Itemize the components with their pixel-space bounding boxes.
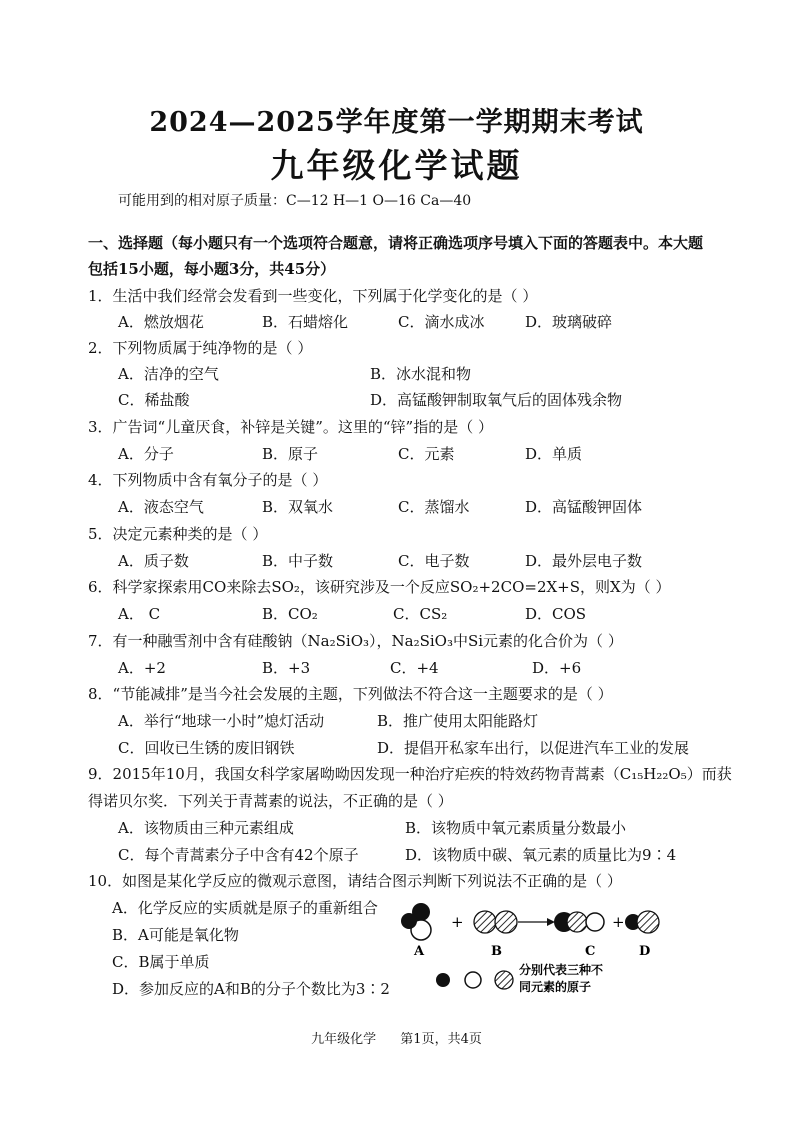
question-1-option-b: B．石蜡熔化 xyxy=(262,313,349,331)
question-7-option-c: C．+4 xyxy=(390,659,439,677)
question-3-option-c: C．元素 xyxy=(398,445,455,463)
plus-sign: + xyxy=(451,913,464,931)
section-heading: 一、选择题（每小题只有一个选项符合题意，请将正确选项序号填入下面的答题表中。本大题 xyxy=(88,234,704,252)
legend-text: 分别代表三种不 xyxy=(519,963,604,977)
question-3-stem: 3．广告词“儿童厌食，补锌是关键”。这里的“锌”指的是（ ） xyxy=(88,418,493,436)
question-3-option-d: D．单质 xyxy=(525,445,583,463)
question-3-option-a: A．分子 xyxy=(118,445,174,463)
molecule-a xyxy=(401,903,431,940)
question-10-stem: 10．如图是某化学反应的微观示意图，请结合图示判断下列说法不正确的是（ ） xyxy=(88,872,622,890)
question-3-option-b: B．原子 xyxy=(262,445,319,463)
question-9-option-d: D．该物质中碳、氧元素的质量比为9∶4 xyxy=(405,846,677,864)
question-6-stem: 6．科学家探索用CO来除去SO₂，该研究涉及一个反应SO₂+2CO=2X+S，则X为（ ） xyxy=(88,578,671,596)
label-b: B xyxy=(491,944,502,959)
question-10-option-c: C．B属于单质 xyxy=(112,953,210,971)
question-4-option-b: B．双氧水 xyxy=(262,498,334,516)
question-9-stem-cont: 得诺贝尔奖．下列关于青蒿素的说法，不正确的是（ ） xyxy=(88,792,453,810)
question-8-option-c: C．回收已生锈的废旧钢铁 xyxy=(118,739,295,757)
question-7-option-d: D．+6 xyxy=(532,659,582,677)
question-8-stem: 8．“节能减排”是当今社会发展的主题，下列做法不符合这一主题要求的是（ ） xyxy=(88,685,613,703)
question-5-option-b: B．中子数 xyxy=(262,552,334,570)
question-10-option-a: A．化学反应的实质就是原子的重新组合 xyxy=(112,899,378,917)
question-5-option-d: D．最外层电子数 xyxy=(525,552,643,570)
label-c: C xyxy=(585,944,596,959)
question-5-option-c: C．电子数 xyxy=(398,552,470,570)
question-2-option-c: C．稀盐酸 xyxy=(118,391,190,409)
question-9-option-a: A．该物质由三种元素组成 xyxy=(118,819,294,837)
question-4-option-c: C．蒸馏水 xyxy=(398,498,470,516)
footer-page-number: 第1页，共4页 xyxy=(400,1032,482,1047)
question-9-stem: 9．2015年10月，我国女科学家屠呦呦因发现一种治疗疟疾的特效药物青蒿素（C₁₅H₂₂O₅）而获 xyxy=(88,765,732,783)
question-10-option-d: D．参加反应的A和B的分子个数比为3∶2 xyxy=(112,980,390,998)
legend-text-cont: 同元素的原子 xyxy=(519,980,592,994)
question-1-option-a: A．燃放烟花 xyxy=(118,313,204,331)
exam-subtitle: 九年级化学试题 xyxy=(270,146,523,185)
question-2-stem: 2．下列物质属于纯净物的是（ ） xyxy=(88,339,313,357)
question-2-option-d: D．高锰酸钾制取氧气后的固体残余物 xyxy=(370,391,623,409)
question-8-option-b: B．推广使用太阳能路灯 xyxy=(377,712,539,730)
molecule-b xyxy=(474,911,517,933)
question-4-option-a: A．液态空气 xyxy=(118,498,204,516)
question-6-option-b: B．CO₂ xyxy=(262,605,318,623)
atomic-masses-note: 可能用到的相对原子质量：C—12 H—1 O—16 Ca—40 xyxy=(118,193,472,209)
question-1-stem: 1．生活中我们经常会发看到一些变化，下列属于化学变化的是（ ） xyxy=(88,287,538,305)
page-footer xyxy=(0,1028,793,1047)
question-1-option-d: D．玻璃破碎 xyxy=(525,313,613,331)
label-d: D xyxy=(639,944,651,959)
section-heading-cont: 包括15小题，每小题3分，共45分） xyxy=(88,260,336,278)
question-6-option-a: A． C xyxy=(118,605,161,623)
reaction-arrow xyxy=(518,918,555,926)
atom-legend xyxy=(436,962,603,994)
question-5-stem: 5．决定元素种类的是（ ） xyxy=(88,525,268,543)
question-7-stem: 7．有一种融雪剂中含有硅酸钠（Na₂SiO₃），Na₂SiO₃中Si元素的化合价为（ ） xyxy=(88,632,623,650)
question-8-option-a: A．举行“地球一小时”熄灯活动 xyxy=(118,712,325,730)
question-2-option-a: A．洁净的空气 xyxy=(118,365,219,383)
question-9-option-c: C．每个青蒿素分子中含有42个原子 xyxy=(118,846,359,864)
question-9-option-b: B．该物质中氧元素质量分数最小 xyxy=(405,819,627,837)
exam-title: 2024—2025学年度第一学期期末考试 xyxy=(149,107,644,138)
question-6-option-c: C．CS₂ xyxy=(393,605,448,623)
question-5-option-a: A．质子数 xyxy=(118,552,189,570)
question-8-option-d: D．提倡开私家车出行，以促进汽车工业的发展 xyxy=(377,739,690,757)
molecule-c xyxy=(554,912,604,932)
label-a: A xyxy=(414,944,425,959)
molecule-d xyxy=(625,911,659,933)
question-4-option-d: D．高锰酸钾固体 xyxy=(525,498,643,516)
reaction-diagram xyxy=(395,897,695,1002)
question-7-option-a: A．+2 xyxy=(118,659,166,677)
footer-subject: 九年级化学 xyxy=(311,1032,377,1047)
question-4-stem: 4．下列物质中含有氧分子的是（ ） xyxy=(88,471,328,489)
question-6-option-d: D．COS xyxy=(525,605,587,623)
question-2-option-b: B．冰水混和物 xyxy=(370,365,472,383)
question-1-option-c: C．滴水成冰 xyxy=(398,313,485,331)
question-10-option-b: B．A可能是氧化物 xyxy=(112,926,239,944)
question-7-option-b: B．+3 xyxy=(262,659,311,677)
plus-sign: + xyxy=(612,913,625,931)
